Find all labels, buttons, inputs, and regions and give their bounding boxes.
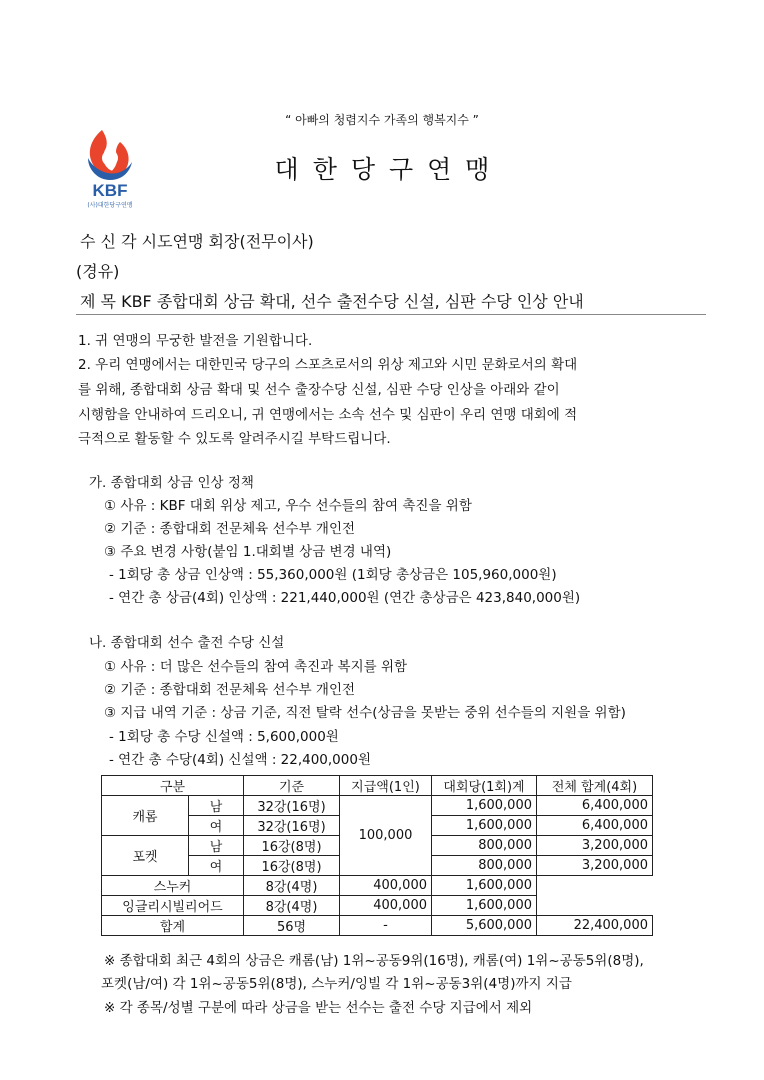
note-line: ※ 종합대회 최근 4회의 상금은 캐롬(남) 1위~공동9위(16명), 캐롬(여) 1위~공동5위(8명), [104, 953, 644, 969]
table-row [102, 876, 653, 896]
criteria-cell: 16강(8명) [244, 836, 340, 856]
criteria-cell: 32강(16명) [244, 816, 340, 836]
page-title: 대한당구연맹 [274, 155, 504, 184]
payment-cell: - [340, 916, 432, 936]
per-event-cell: 400,000 [340, 876, 432, 896]
allowance-table [101, 775, 653, 936]
total-cell: 1,600,000 [432, 876, 537, 896]
gender-cell: 남 [189, 836, 244, 856]
total-cell: 6,400,000 [537, 816, 653, 836]
per-event-cell: 1,600,000 [432, 796, 537, 816]
section-b-item: - 연간 총 수당(4회) 신설액 : 22,400,000원 [109, 752, 371, 768]
section-b-item: ② 기준 : 종합대회 전문체육 선수부 개인전 [104, 682, 356, 698]
divider [76, 314, 706, 315]
criteria-cell: 8강(4명) [244, 876, 340, 896]
criteria-cell: 32강(16명) [244, 796, 340, 816]
table-row [102, 796, 653, 816]
per-event-cell: 800,000 [432, 856, 537, 876]
table-row [102, 896, 653, 916]
subject-line: 제 목 KBF 종합대회 상금 확대, 선수 출전수당 신설, 심판 수당 인상 안내 [80, 292, 584, 311]
total-cell: 3,200,000 [537, 856, 653, 876]
section-b-item: - 1회당 총 수당 신설액 : 5,600,000원 [109, 729, 339, 745]
section-a-item: ② 기준 : 종합대회 전문체육 선수부 개인전 [104, 521, 356, 537]
slogan: “ 아빠의 청렴지수 가족의 행복지수 ” [285, 113, 479, 127]
section-b-item: ① 사유 : 더 많은 선수들의 참여 촉진과 복지를 위함 [104, 659, 408, 675]
total-cell: 1,600,000 [432, 896, 537, 916]
total-cell: 6,400,000 [537, 796, 653, 816]
svg-text:(사)대한당구연맹: (사)대한당구연맹 [87, 202, 133, 209]
per-event-cell: 400,000 [340, 896, 432, 916]
svg-text:KBF: KBF [92, 181, 128, 200]
table-header: 구분 [102, 776, 244, 796]
note-line: 포켓(남/여) 각 1위~공동5위(8명), 스누커/잉빌 각 1위~공동3위(4명)까지 지급 [101, 976, 572, 992]
paragraph-2-line: 2. 우리 연맹에서는 대한민국 당구의 스포츠로서의 위상 제고와 시민 문화로서의 확대 [78, 357, 578, 373]
category-cell: 스누커 [102, 876, 244, 896]
total-cell: 3,200,000 [537, 836, 653, 856]
section-a-heading: 가. 종합대회 상금 인상 정책 [89, 475, 254, 491]
recipient-line: 수 신 각 시도연맹 회장(전무이사) [80, 232, 314, 251]
per-event-cell: 800,000 [432, 836, 537, 856]
category-cell: 캐롬 [102, 796, 189, 836]
section-b-item: ③ 지급 내역 기준 : 상금 기준, 직전 탈락 선수(상금을 못받는 중위 선수들의 지원을 위함) [104, 705, 626, 721]
criteria-cell: 56명 [244, 916, 340, 936]
table-total-row [102, 916, 653, 936]
criteria-cell: 8강(4명) [244, 896, 340, 916]
section-a-item: - 1회당 총 상금 인상액 : 55,360,000원 (1회당 총상금은 105,960,000원) [109, 567, 557, 583]
gender-cell: 여 [189, 816, 244, 836]
category-cell: 잉글리시빌리어드 [102, 896, 244, 916]
gender-cell: 남 [189, 796, 244, 816]
section-a-item: ① 사유 : KBF 대회 위상 제고, 우수 선수들의 참여 촉진을 위함 [104, 498, 472, 514]
table-header: 전체 합계(4회) [537, 776, 653, 796]
table-header: 기준 [244, 776, 340, 796]
paragraph-1: 1. 귀 연맹의 무궁한 발전을 기원합니다. [78, 333, 313, 349]
section-a-item: - 연간 총 상금(4회) 인상액 : 221,440,000원 (연간 총상금은 423,840,000원) [109, 590, 581, 606]
paragraph-2-line: 를 위해, 종합대회 상금 확대 및 선수 출장수당 신설, 심판 수당 인상을 아래와 같이 [78, 382, 560, 398]
table-header: 지급액(1인) [340, 776, 432, 796]
section-b-heading: 나. 종합대회 선수 출전 수당 신설 [89, 635, 285, 651]
table-header: 대회당(1회)계 [432, 776, 537, 796]
category-cell: 포켓 [102, 836, 189, 876]
paragraph-2-line: 극적으로 활동할 수 있도록 알려주시길 부탁드립니다. [78, 431, 391, 447]
per-event-cell: 5,600,000 [432, 916, 537, 936]
section-a-item: ③ 주요 변경 사항(붙임 1.대회별 상금 변경 내역) [104, 544, 392, 560]
via-line: (경유) [76, 262, 120, 281]
per-event-cell: 1,600,000 [432, 816, 537, 836]
paragraph-2-line: 시행함을 안내하여 드리오니, 귀 연맹에서는 소속 선수 및 심판이 우리 연맹 대회에 적 [78, 407, 578, 423]
payment-cell: 100,000 [340, 796, 432, 876]
note-line: ※ 각 종목/성별 구분에 따라 상금을 받는 선수는 출전 수당 지급에서 제외 [104, 1000, 533, 1016]
table-header-row [102, 776, 653, 796]
category-cell: 합계 [102, 916, 244, 936]
criteria-cell: 16강(8명) [244, 856, 340, 876]
total-cell: 22,400,000 [537, 916, 653, 936]
gender-cell: 여 [189, 856, 244, 876]
